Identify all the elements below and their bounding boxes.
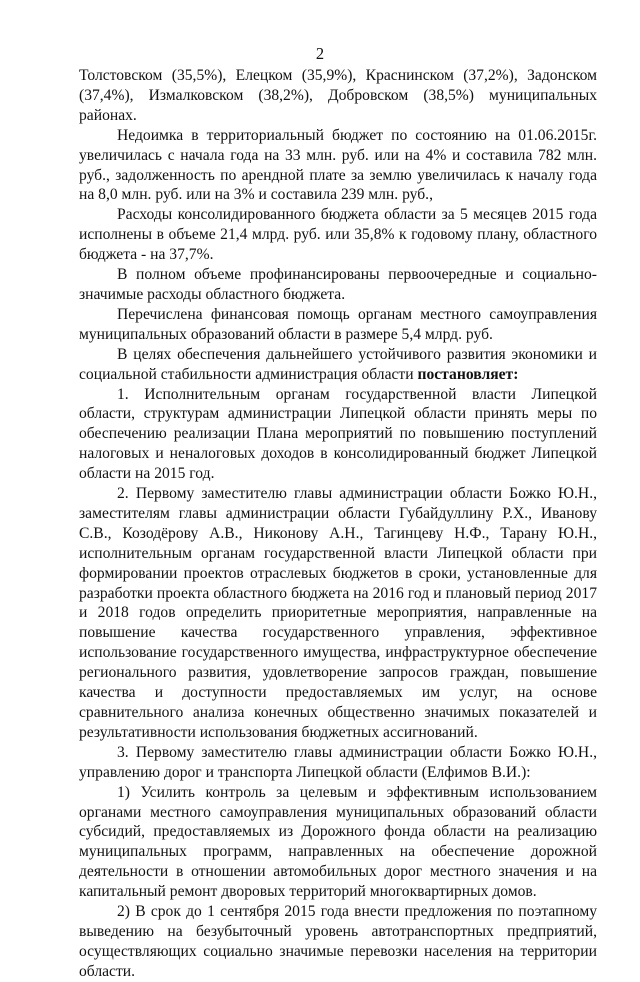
paragraph-arrears: Недоимка в территориальный бюджет по состоянию на 01.06.2015г. увеличилась с начала года на 33 млн. руб. или на 4% и составила 782 млн. руб., задолженность по арендной плате за землю увеличилась к началу года на 8,0 млн. руб. или на 3% и составила 239 млн. руб., — [79, 126, 597, 204]
paragraph-item-1: 1. Исполнительным органам государственной власти Липецкой области, структурам администрации Липецкой области принять меры по обеспечению реализации Плана мероприятий по повышению поступлений налоговых и неналоговых доходов в консолидированный бюджет Липецкой области на 2015 год. — [79, 385, 597, 483]
resolution-intro-text: В целях обеспечения дальнейшего устойчивого развития экономики и социальной стабильности администрация области — [79, 345, 597, 383]
paragraph-item-3-1: 1) Усилить контроль за целевым и эффективным использованием органами местного самоуправления муниципальных образований области субсидий, предоставляемых из Дорожного фонда области на реализацию муниципальных программ, направленных на обеспечение дорожной деятельности в отношении автомобильных дорог местного значения и на капитальный ремонт дворовых территорий многоквартирных домов. — [79, 783, 597, 901]
paragraph-resolution-intro — [79, 345, 597, 385]
paragraph-item-3-2: 2) В срок до 1 сентября 2015 года внести предложения по поэтапному выведению на безубыточный уровень автотранспортных предприятий, осуществляющих социально значимые перевозки населения на территории области. — [79, 903, 597, 980]
paragraph-item-3: 3. Первому заместителю главы администрации области Божко Ю.Н., управлению дорог и транспорта Липецкой области (Елфимов В.И.): — [79, 743, 597, 781]
paragraph-financial-aid: Перечислена финансовая помощь органам местного самоуправления муниципальных образований области в размере 5,4 млрд. руб. — [79, 305, 597, 343]
page-number: 2 — [315, 44, 325, 63]
paragraph-priority-expenses: В полном объеме профинансированы первоочередные и социально-значимые расходы областного бюджета. — [79, 266, 597, 303]
paragraph-item-2: 2. Первому заместителю главы администрации области Божко Ю.Н., заместителям главы администрации области Губайдуллину Р.Х., Иванову С.В., Козодёрову А.В., Никонову А.Н., Тагинцеву Н.Ф., Тарану Ю.Н., исполнительным органам государственной власти Липецкой области при формировании проектов отраслевых бюджетов в сроки, установленные для разработки проекта областного бюджета на 2016 год и плановый период 2017 и 2018 годов определить приоритетные мероприятия, направленные на повышение качества государственного управления, эффективное использование государственного имущества, инфраструктурное обеспечение регионального развития, удовлетворение запросов граждан, повышение качества и доступности предоставляемых им услуг, на основе сравнительного анализа конечных общественно значимых показателей и результативности использования бюджетных ассигнований. — [79, 485, 597, 741]
document-body — [79, 66, 597, 982]
paragraph-expenditures: Расходы консолидированного бюджета области за 5 месяцев 2015 года исполнены в объеме 21,4 млрд. руб. или 35,8% к годовому плану, областного бюджета - на 37,7%. — [79, 206, 597, 264]
paragraph-district-list: Толстовском (35,5%), Елецком (35,9%), Краснинском (37,2%), Задонском (37,4%), Измалковском (38,2%), Добровском (38,5%) муниципальных районах. — [79, 67, 597, 124]
resolution-keyword: постановляет: — [417, 365, 519, 383]
